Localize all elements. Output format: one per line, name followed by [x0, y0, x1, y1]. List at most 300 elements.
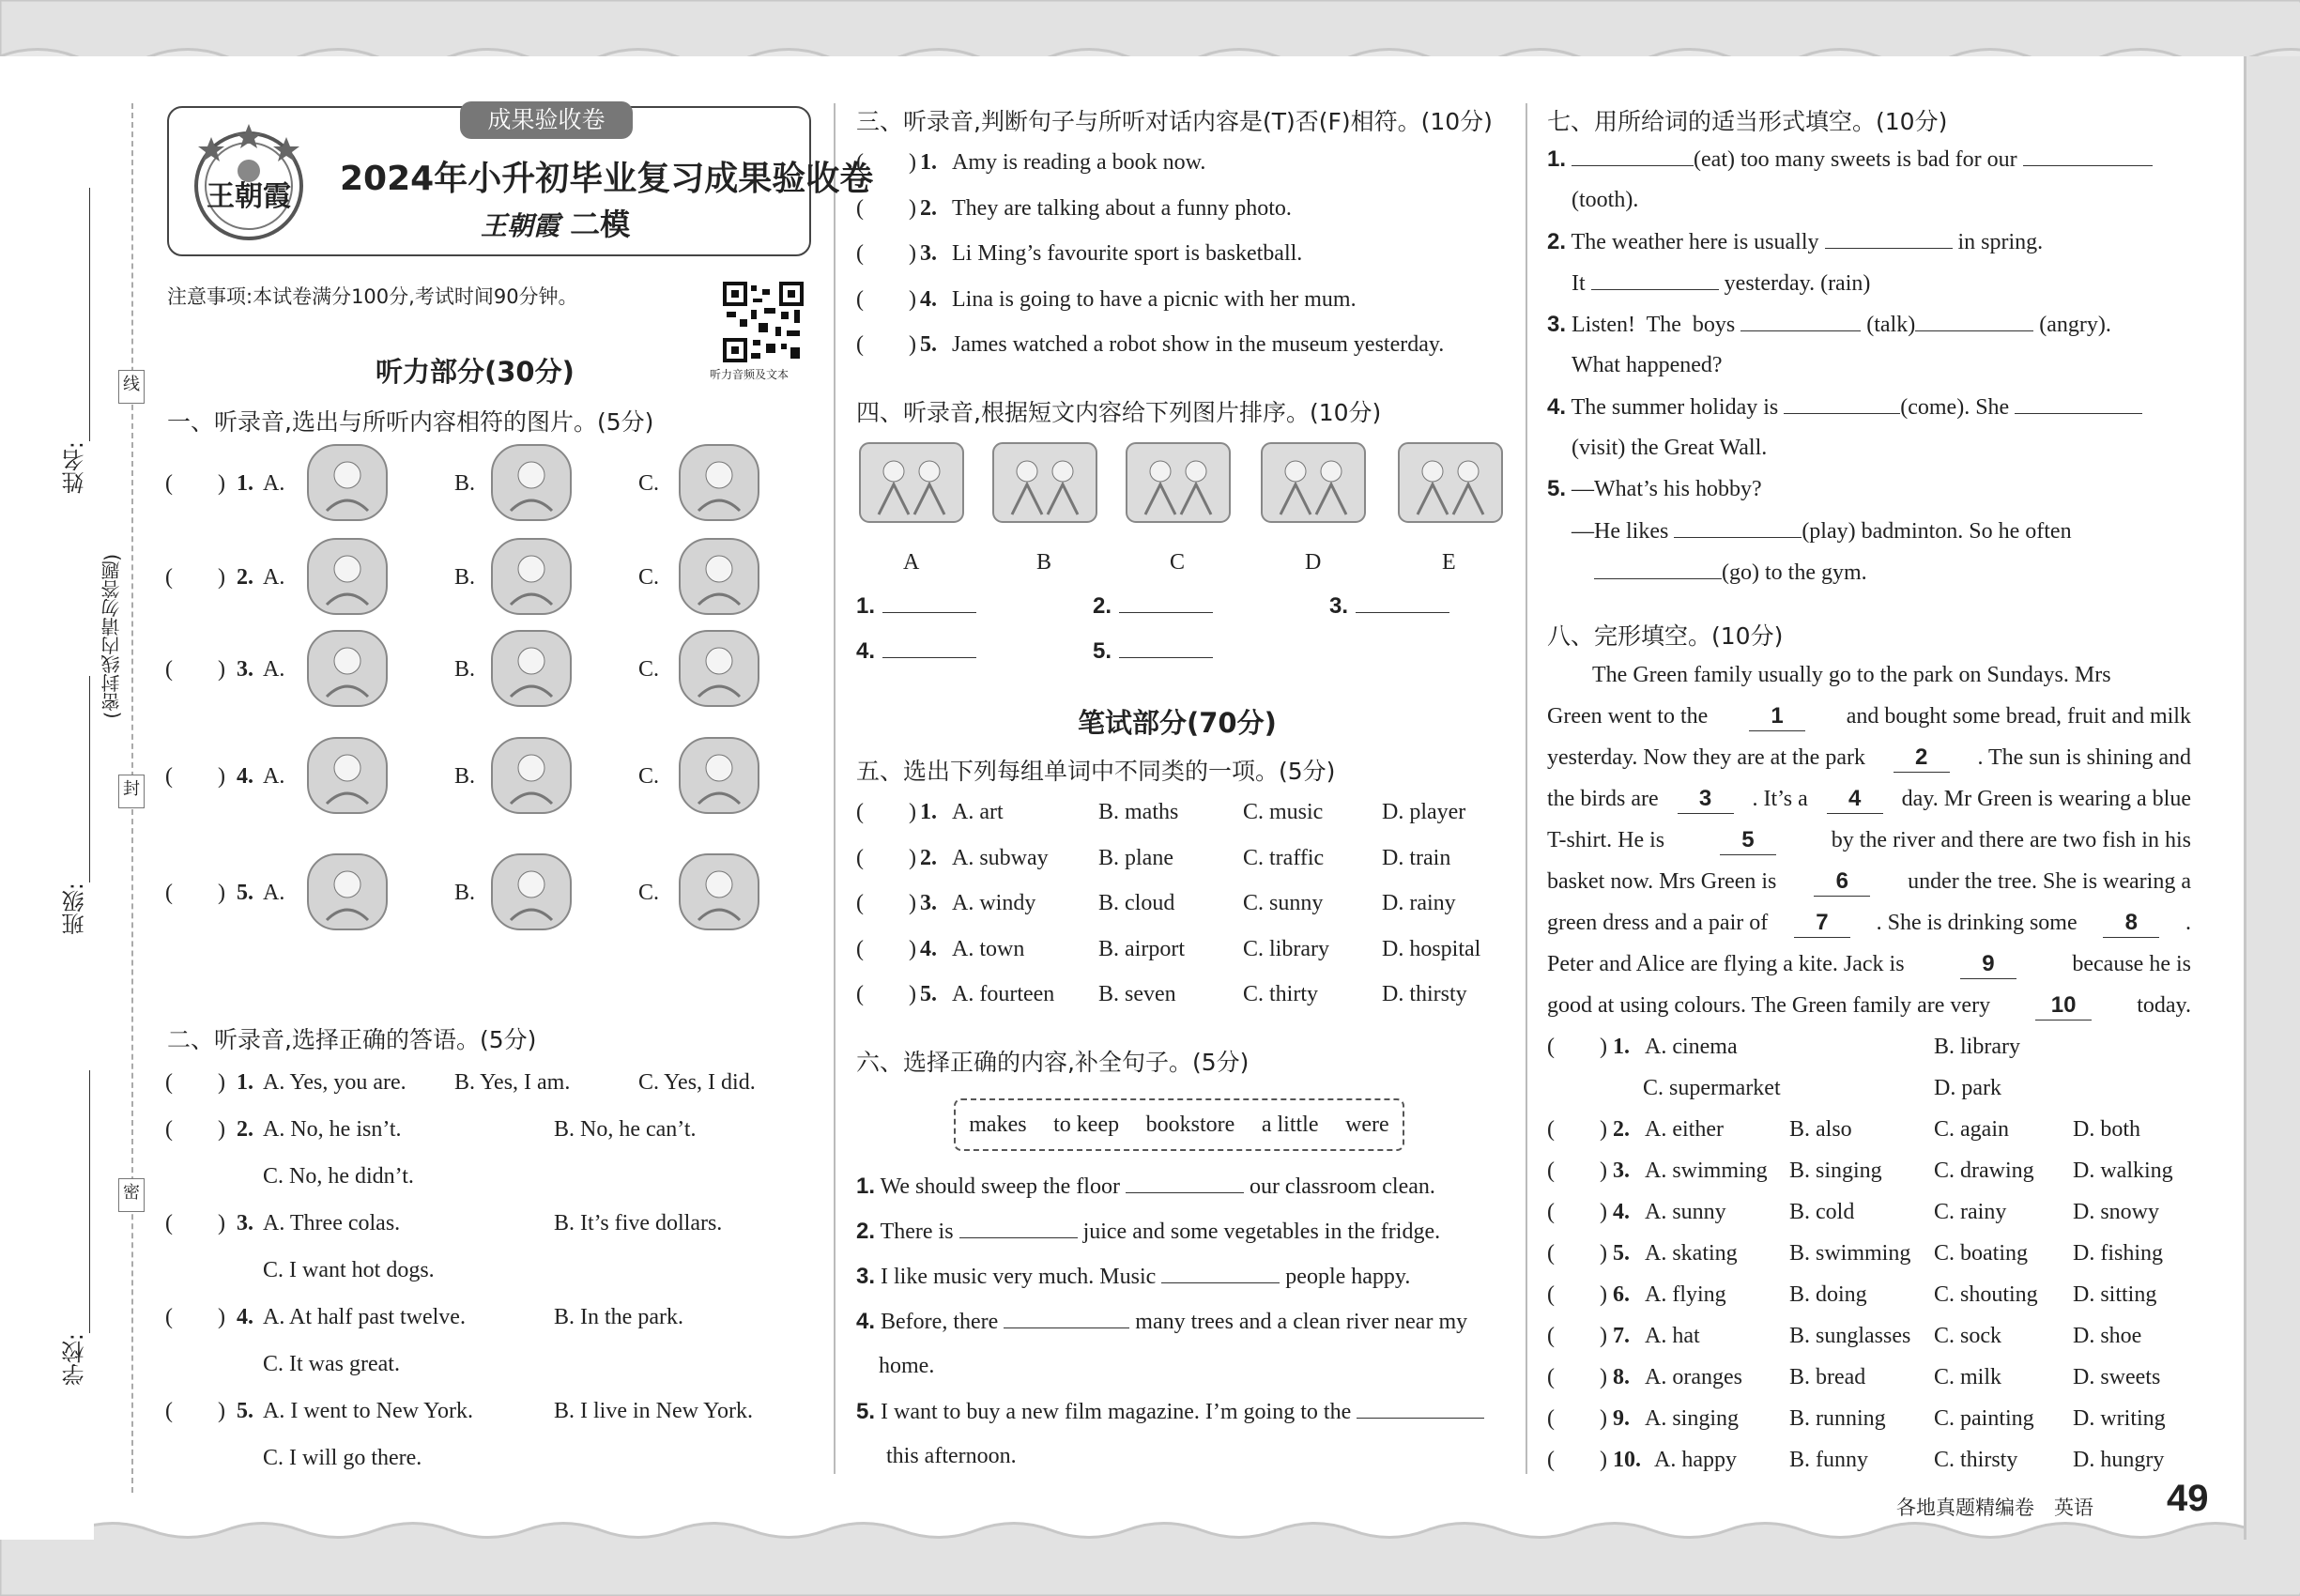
cloze-blank[interactable]: 10 [2035, 991, 2092, 1021]
s7-num: 5. [1547, 476, 1567, 501]
passage-line [1547, 744, 2191, 773]
tf-paren[interactable]: ( ) [856, 241, 916, 266]
page-number: 49 [2167, 1478, 2209, 1519]
s7-text: boys [1692, 313, 1736, 337]
option-c[interactable]: C. supermarket [1643, 1076, 1781, 1100]
option-a[interactable]: A. cinema [1645, 1035, 1738, 1059]
option-a[interactable]: A. skating [1645, 1241, 1738, 1266]
s7-text: in spring. [1957, 230, 2044, 254]
option-c[interactable]: C. milk [1934, 1365, 2002, 1389]
s5-num: 3. [920, 891, 937, 915]
tf-paren[interactable]: ( ) [856, 150, 916, 175]
s7-text: The [1646, 313, 1681, 337]
blank[interactable] [882, 637, 976, 658]
option-a[interactable]: A. At half past twelve. [263, 1305, 466, 1329]
s8-num: 2. [1613, 1117, 1630, 1142]
picture-label: B [1036, 550, 1052, 575]
passage-text: Peter and Alice are flying a kite. Jack is [1547, 952, 1905, 976]
s6-text: many trees and a clean river near my [1135, 1310, 1468, 1334]
option-a-label[interactable]: A. [263, 565, 285, 590]
s3-sentence: Amy is reading a book now. [952, 150, 1206, 175]
option-a[interactable]: A. swimming [1645, 1159, 1768, 1183]
s7-text: (play) badminton. So he often [1802, 519, 2072, 544]
passage-line [1547, 950, 2191, 979]
option-d[interactable]: D. shoe [2073, 1324, 2142, 1348]
s7-line-2b [1572, 269, 1870, 298]
option-c-label[interactable]: C. [638, 881, 660, 905]
s3-num: 2. [920, 195, 937, 221]
option-c-label[interactable]: C. [638, 565, 660, 590]
s5-num: 1. [920, 800, 937, 824]
option-d[interactable]: D. fishing [2073, 1241, 2163, 1266]
blank[interactable] [1126, 1172, 1244, 1193]
blank[interactable] [1004, 1307, 1129, 1328]
paren[interactable]: ( ) [1547, 1365, 1607, 1389]
s6-text: people happy. [1285, 1265, 1411, 1289]
blank[interactable] [2015, 392, 2142, 414]
passage-text: basket now. Mrs Green is [1547, 869, 1777, 894]
option-c[interactable]: C. again [1934, 1117, 2009, 1142]
s1-num: 2. [237, 565, 253, 590]
family-shopping-icon [856, 439, 967, 526]
blank[interactable] [1674, 516, 1802, 538]
s3-sentence: James watched a robot show in the museum yesterday. [952, 332, 1445, 357]
option-a[interactable]: A. windy [952, 891, 1036, 915]
option-b[interactable]: B. maths [1098, 800, 1179, 824]
boy-sweeping-icon [1258, 439, 1369, 526]
option-d[interactable]: D. sweets [2073, 1365, 2161, 1389]
s2-num: 3. [237, 1211, 253, 1235]
passage-text: T-shirt. He is [1547, 828, 1665, 852]
writing-title: 笔试部分(70分) [1078, 707, 1277, 739]
paren[interactable]: ( ) [165, 565, 225, 590]
paren[interactable]: ( ) [1547, 1448, 1607, 1472]
paren[interactable]: ( ) [1547, 1117, 1607, 1142]
option-c[interactable]: C. traffic [1243, 845, 1325, 870]
header-subtitle: 二模 [570, 207, 631, 242]
girl-singing-icon[interactable] [484, 623, 578, 714]
s7-text: (angry). [2039, 313, 2111, 337]
order-answer[interactable] [1093, 637, 1213, 666]
blank[interactable] [959, 1217, 1078, 1238]
name-blank[interactable] [89, 188, 90, 441]
s2-title: 二、听录音,选择正确的答语。(5分) [167, 1026, 537, 1053]
s7-num: 1. [1547, 146, 1567, 172]
option-c-label[interactable]: C. [638, 657, 660, 682]
option-a-label[interactable]: A. [263, 881, 285, 905]
option-d[interactable]: D. rainy [1382, 891, 1456, 915]
s6-text: our classroom clean. [1249, 1174, 1435, 1199]
paren[interactable]: ( ) [165, 881, 225, 905]
blank[interactable] [1825, 227, 1953, 249]
s2-num: 2. [237, 1117, 253, 1142]
paren[interactable]: ( ) [165, 1399, 225, 1423]
s3-num: 3. [920, 241, 937, 266]
blank[interactable] [1591, 269, 1719, 290]
option-c[interactable]: C. sunny [1243, 891, 1324, 915]
option-b-label[interactable]: B. [454, 471, 476, 496]
s7-title: 七、用所给词的适当形式填空。(10分) [1547, 108, 1948, 135]
s6-num: 5. [856, 1399, 876, 1424]
girl-exercising-icon[interactable] [300, 623, 394, 714]
listening-title: 听力部分(30分) [376, 356, 575, 388]
s6-num: 2. [856, 1219, 876, 1244]
paren[interactable]: ( ) [1547, 1241, 1607, 1266]
logo-text: 王朝霞 [207, 180, 291, 213]
paren[interactable]: ( ) [1547, 1159, 1607, 1183]
paren[interactable]: ( ) [856, 800, 916, 824]
option-a[interactable]: A. flying [1645, 1282, 1726, 1307]
s7-line-5b [1572, 516, 2072, 545]
option-a[interactable]: A. happy [1654, 1448, 1737, 1472]
s7-line-5c [1594, 558, 1867, 587]
picture-label: C [1170, 550, 1186, 575]
blank[interactable] [1161, 1262, 1280, 1283]
paren[interactable]: ( ) [165, 1211, 225, 1235]
cloze-blank[interactable]: 2 [1894, 744, 1950, 773]
option-b[interactable]: B. singing [1789, 1159, 1882, 1183]
option-d[interactable]: D. hungry [2073, 1448, 2165, 1472]
class-blank[interactable] [89, 676, 90, 882]
option-c[interactable]: C. painting [1934, 1406, 2034, 1431]
blank[interactable] [1356, 591, 1449, 613]
option-a[interactable]: A. subway [952, 845, 1049, 870]
s7-text: (talk) [1866, 313, 1916, 337]
option-b-label[interactable]: B. [454, 657, 476, 682]
option-c[interactable]: C. It was great. [263, 1352, 400, 1376]
cloze-blank[interactable]: 1 [1749, 702, 1805, 731]
option-c[interactable]: C. boating [1934, 1241, 2028, 1266]
cloze-blank[interactable]: 3 [1678, 785, 1734, 814]
s7-line-1 [1547, 145, 2153, 174]
s8-num: 5. [1613, 1241, 1630, 1266]
mark-xian: 线 [118, 370, 145, 404]
passage-text: yesterday. Now they are at the park [1547, 745, 1865, 770]
passage-text: green dress and a pair of [1547, 911, 1769, 935]
option-b[interactable]: B. funny [1789, 1448, 1868, 1472]
s6-title: 六、选择正确的内容,补全句子。(5分) [856, 1049, 1250, 1076]
order-num: 2. [1093, 593, 1112, 619]
s1-num: 5. [237, 881, 253, 905]
option-b[interactable]: B. sunglasses [1789, 1324, 1911, 1348]
column-divider-1 [834, 103, 836, 1474]
kids-cycling-icon[interactable] [672, 847, 766, 937]
s6-text: We should sweep the floor [880, 1174, 1120, 1199]
option-a[interactable]: A. Yes, you are. [263, 1070, 406, 1095]
option-b[interactable]: B. library [1934, 1035, 2020, 1059]
kids-walking-icon[interactable] [484, 847, 578, 937]
picture-label: A [903, 550, 920, 575]
word-bank-item: a little [1261, 1113, 1319, 1137]
option-b[interactable]: B. seven [1098, 982, 1176, 1006]
option-c[interactable]: C. I will go there. [263, 1446, 422, 1470]
paren[interactable]: ( ) [165, 1070, 225, 1095]
option-c[interactable]: C. music [1243, 800, 1324, 824]
option-c[interactable]: C. library [1243, 936, 1329, 961]
paren[interactable]: ( ) [165, 1305, 225, 1329]
option-d[interactable]: D. sitting [2073, 1282, 2157, 1307]
option-d[interactable]: D. writing [2073, 1406, 2166, 1431]
blank[interactable] [1572, 145, 1694, 166]
order-num: 3. [1329, 593, 1349, 619]
cloze-blank[interactable]: 6 [1814, 867, 1870, 897]
s3-title: 三、听录音,判断句子与所听对话内容是(T)否(F)相符。(10分) [856, 108, 1493, 135]
passage-text: under the tree. She is wearing a [1908, 869, 2191, 894]
option-d[interactable]: D. train [1382, 845, 1451, 870]
order-answer[interactable] [856, 591, 976, 621]
taxi-icon[interactable] [672, 730, 766, 821]
option-c[interactable]: C. No, he didn’t. [263, 1164, 414, 1189]
option-d[interactable]: D. park [1934, 1076, 2001, 1100]
option-a[interactable]: A. oranges [1645, 1365, 1742, 1389]
option-a[interactable]: A. I went to New York. [263, 1399, 473, 1423]
picture-label: D [1305, 550, 1322, 575]
passage-text: good at using colours. The Green family are very [1547, 993, 1991, 1018]
passage-text: The Green family usually go to the park on Sundays. Mrs [1592, 663, 2111, 687]
s7-text: (go) to the gym. [1722, 560, 1867, 585]
option-a[interactable]: A. singing [1645, 1406, 1740, 1431]
s5-num: 2. [920, 845, 937, 870]
s7-line-4b: (visit) the Great Wall. [1572, 436, 1768, 460]
s6-sentence [856, 1172, 1435, 1201]
s6-sentence [856, 1397, 1484, 1426]
s2-num: 4. [237, 1305, 253, 1329]
blank[interactable] [1119, 637, 1213, 658]
option-c-label[interactable]: C. [638, 471, 660, 496]
blank[interactable] [1784, 392, 1900, 414]
class-label: 班级: [62, 882, 88, 936]
seal-note: (密封线内请勿答题) [100, 554, 123, 719]
option-b[interactable]: B. airport [1098, 936, 1185, 961]
passage-text: . The sun is shining and [1977, 745, 2191, 770]
option-c[interactable]: C. I want hot dogs. [263, 1258, 435, 1282]
option-d[interactable]: D. player [1382, 800, 1466, 824]
option-c[interactable]: C. Yes, I did. [638, 1070, 756, 1095]
column-divider-2 [1526, 103, 1527, 1474]
option-a[interactable]: A. Three colas. [263, 1211, 401, 1235]
s7-line-2 [1547, 227, 2043, 256]
option-a[interactable]: A. town [952, 936, 1025, 961]
police-officer-icon[interactable] [484, 730, 578, 821]
tf-paren[interactable]: ( ) [856, 195, 916, 221]
option-b[interactable]: B. plane [1098, 845, 1173, 870]
header-title: 2024年小升初毕业复习成果验收卷 [340, 160, 874, 198]
passage-text: by the river and there are two fish in his [1831, 828, 2191, 852]
word-bank-item: were [1345, 1113, 1389, 1137]
option-a-label[interactable]: A. [263, 764, 285, 789]
paren[interactable]: ( ) [1547, 1406, 1607, 1431]
option-a[interactable]: A. art [952, 800, 1004, 824]
option-c[interactable]: C. rainy [1934, 1200, 2007, 1224]
passage-line [1547, 702, 2191, 731]
tf-paren[interactable]: ( ) [856, 332, 916, 357]
order-answer[interactable] [1093, 591, 1213, 621]
sneakers-icon[interactable] [300, 531, 394, 622]
paren[interactable]: ( ) [165, 764, 225, 789]
option-b-label[interactable]: B. [454, 565, 476, 590]
cloze-blank[interactable]: 4 [1827, 785, 1883, 814]
s1-title: 一、听录音,选出与所听内容相符的图片。(5分) [167, 408, 654, 436]
option-b[interactable]: B. swimming [1789, 1241, 1911, 1266]
s7-text: —He likes [1572, 519, 1669, 544]
qr-code[interactable] [723, 282, 804, 362]
s7-line-3b: What happened? [1572, 353, 1723, 377]
passage-text: Green went to the [1547, 704, 1709, 729]
option-b[interactable]: B. I live in New York. [554, 1399, 754, 1423]
s5-num: 4. [920, 936, 937, 961]
paren[interactable]: ( ) [165, 657, 225, 682]
s7-text: —What’s his hobby? [1572, 477, 1762, 501]
wavy-border-right [2244, 56, 2300, 1540]
paren[interactable]: ( ) [1547, 1282, 1607, 1307]
word-bank-item: bookstore [1145, 1113, 1235, 1137]
passage-text: . She is drinking some [1876, 911, 2078, 935]
nurse-icon[interactable] [300, 730, 394, 821]
option-b[interactable]: B. bread [1789, 1365, 1866, 1389]
passage-line [1592, 661, 2191, 689]
option-b[interactable]: B. It’s five dollars. [554, 1211, 723, 1235]
s8-num: 3. [1613, 1159, 1630, 1183]
sun-icon[interactable] [672, 437, 766, 528]
cloze-blank[interactable]: 9 [1960, 950, 2016, 979]
order-num: 5. [1093, 638, 1112, 664]
s7-text: Listen! [1572, 313, 1635, 337]
kids-flying-kite-icon[interactable] [300, 847, 394, 937]
paren[interactable]: ( ) [856, 982, 916, 1006]
mark-mi: 密 [118, 1178, 145, 1212]
school-label: 学校: [62, 1333, 88, 1387]
mark-feng: 封 [118, 775, 145, 808]
option-a[interactable]: A. No, he isn’t. [263, 1117, 402, 1142]
paren[interactable]: ( ) [1547, 1324, 1607, 1348]
passage-text: . It’s a [1752, 787, 1808, 811]
tf-paren[interactable]: ( ) [856, 286, 916, 312]
option-c-label[interactable]: C. [638, 764, 660, 789]
option-b[interactable]: B. cold [1789, 1200, 1855, 1224]
s6-sentence [856, 1262, 1410, 1291]
s7-text: (come). She [1900, 395, 2010, 420]
blank[interactable] [882, 591, 976, 613]
option-c[interactable]: C. sock [1934, 1324, 2001, 1348]
blank[interactable] [1594, 558, 1722, 579]
paren[interactable]: ( ) [1547, 1035, 1607, 1059]
passage-text: because he is [2072, 952, 2191, 976]
option-a[interactable]: A. hat [1645, 1324, 1700, 1348]
passage-line [1547, 867, 2191, 897]
s8-num: 4. [1613, 1200, 1630, 1224]
option-b-label[interactable]: B. [454, 881, 476, 905]
footer-label: 各地真题精编卷 英语 [1896, 1496, 2093, 1519]
paren[interactable]: ( ) [856, 891, 916, 915]
option-a[interactable]: A. sunny [1645, 1200, 1726, 1224]
order-answer[interactable] [856, 637, 976, 666]
option-c[interactable]: C. drawing [1934, 1159, 2034, 1183]
s8-num: 10. [1613, 1448, 1641, 1472]
s8-num: 9. [1613, 1406, 1630, 1431]
qr-label: 听力音频及文本 [710, 368, 790, 381]
s7-text: It [1572, 271, 1586, 296]
passage-text: the birds are [1547, 787, 1659, 811]
option-b[interactable]: B. Yes, I am. [454, 1070, 571, 1095]
s3-num: 5. [920, 332, 937, 357]
option-a[interactable]: A. either [1645, 1117, 1724, 1142]
blank[interactable] [1740, 310, 1861, 331]
header-brand [481, 201, 630, 244]
option-d[interactable]: D. walking [2073, 1159, 2173, 1183]
s3-num: 1. [920, 150, 937, 175]
socks-icon[interactable] [484, 531, 578, 622]
s8-num: 7. [1613, 1324, 1630, 1348]
s8-num: 6. [1613, 1282, 1630, 1307]
paren[interactable]: ( ) [856, 845, 916, 870]
s5-num: 5. [920, 982, 937, 1006]
s7-text: The summer holiday is [1571, 395, 1779, 420]
order-answer[interactable] [1329, 591, 1449, 621]
s1-num: 1. [237, 471, 253, 496]
s6-sentence [856, 1217, 1440, 1246]
s6-num: 4. [856, 1309, 876, 1334]
option-c[interactable]: C. thirty [1243, 982, 1319, 1006]
shorts-icon[interactable] [672, 531, 766, 622]
s3-sentence: Li Ming’s favourite sport is basketball. [952, 241, 1303, 266]
notice: 注意事项:本试卷满分100分,考试时间90分钟。 [167, 285, 578, 308]
header-tag: 成果验收卷 [460, 101, 633, 139]
option-b[interactable]: B. doing [1789, 1282, 1867, 1307]
paren[interactable]: ( ) [165, 471, 225, 496]
option-b[interactable]: B. No, he can’t. [554, 1117, 697, 1142]
order-num: 4. [856, 638, 876, 664]
cloze-blank[interactable]: 8 [2103, 909, 2159, 938]
option-d[interactable]: D. thirsty [1382, 982, 1467, 1006]
kids-reading-icon [1123, 439, 1234, 526]
girl-standing-icon[interactable] [672, 623, 766, 714]
option-d[interactable]: D. hospital [1382, 936, 1481, 961]
school-blank[interactable] [89, 1070, 90, 1333]
option-b[interactable]: B. In the park. [554, 1305, 683, 1329]
rain-cloud-icon[interactable] [300, 437, 394, 528]
cloze-blank[interactable]: 5 [1720, 826, 1776, 855]
s8-num: 8. [1613, 1365, 1630, 1389]
cloze-blank[interactable]: 7 [1794, 909, 1850, 938]
s4-title: 四、听录音,根据短文内容给下列图片排序。(10分) [856, 399, 1382, 426]
option-b[interactable]: B. cloud [1098, 891, 1175, 915]
option-c[interactable]: C. thirsty [1934, 1448, 2018, 1472]
paren[interactable]: ( ) [1547, 1200, 1607, 1224]
blank[interactable] [1119, 591, 1213, 613]
option-d[interactable]: D. snowy [2073, 1200, 2160, 1224]
option-a-label[interactable]: A. [263, 657, 285, 682]
snowflake-icon[interactable] [484, 437, 578, 528]
option-a[interactable]: A. fourteen [952, 982, 1055, 1006]
option-a-label[interactable]: A. [263, 471, 285, 496]
option-d[interactable]: D. both [2073, 1117, 2140, 1142]
paren[interactable]: ( ) [856, 936, 916, 961]
option-c[interactable]: C. shouting [1934, 1282, 2038, 1307]
wavy-border-left [0, 56, 94, 1540]
blank[interactable] [1915, 310, 2033, 331]
option-b[interactable]: B. running [1789, 1406, 1886, 1431]
option-b[interactable]: B. also [1789, 1117, 1852, 1142]
blank[interactable] [1357, 1397, 1484, 1419]
paren[interactable]: ( ) [165, 1117, 225, 1142]
s6-text: juice and some vegetables in the fridge. [1082, 1220, 1441, 1244]
s5-title: 五、选出下列每组单词中不同类的一项。(5分) [856, 758, 1336, 785]
s6-continuation: this afternoon. [886, 1444, 1017, 1468]
s6-text: I want to buy a new film magazine. I’m going to the [881, 1400, 1352, 1424]
blank[interactable] [2023, 145, 2153, 166]
option-b-label[interactable]: B. [454, 764, 476, 789]
s7-line-3 [1547, 310, 2111, 339]
